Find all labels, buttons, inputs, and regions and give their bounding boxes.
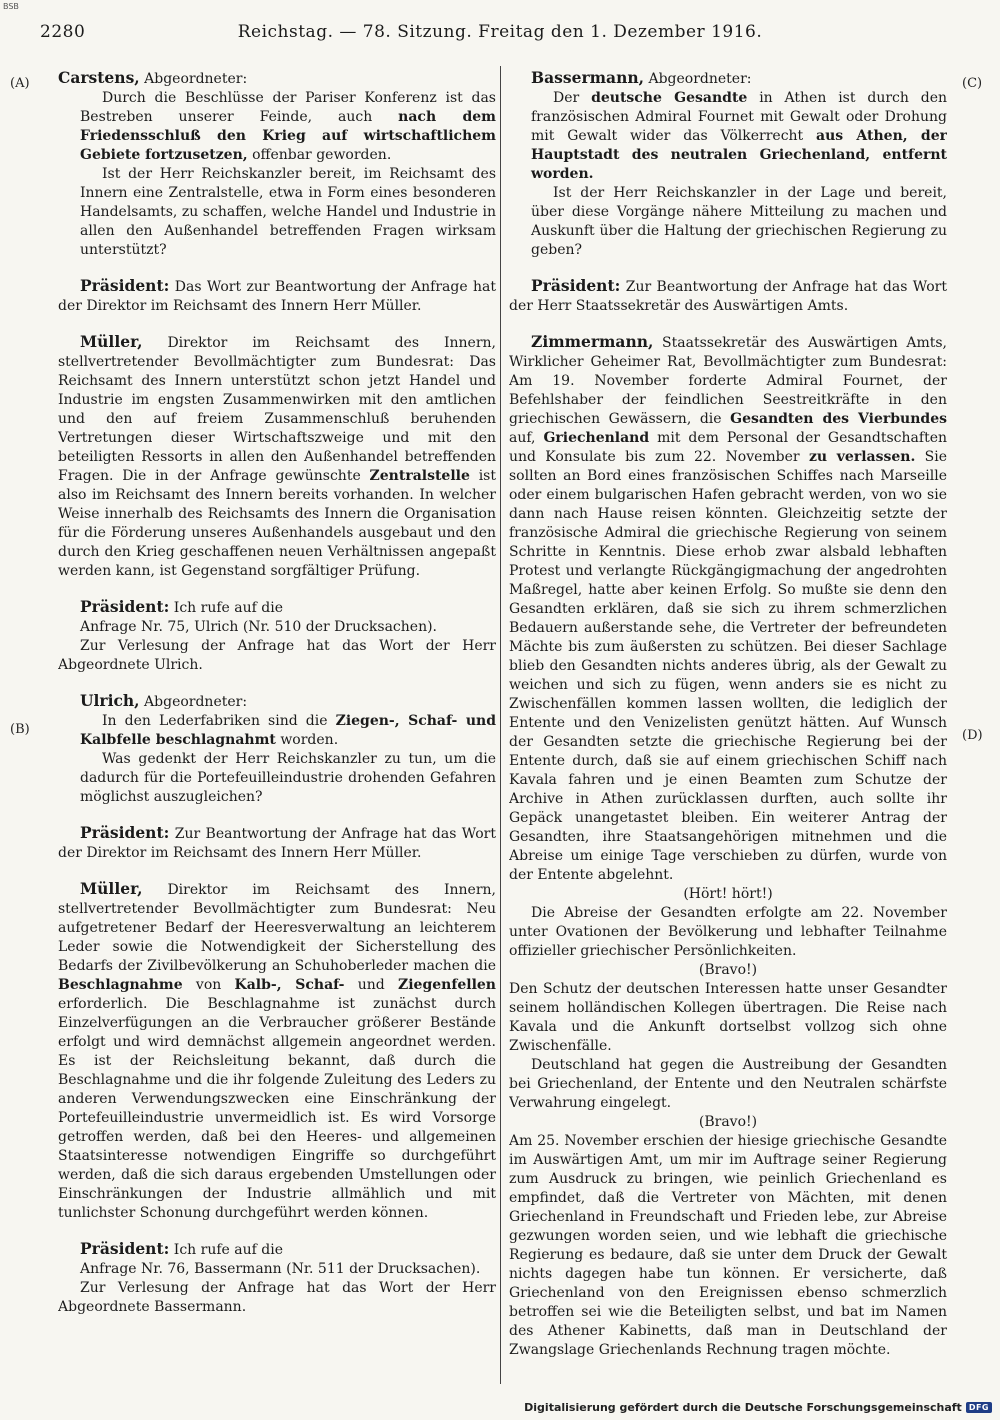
speech-mueller [58, 332, 496, 581]
margin-letter-c: (C) [962, 76, 983, 91]
emphasis: aus Athen, der Hauptstadt des neutralen Griechenland, entfernt worden. [531, 128, 947, 182]
speaker-role: Abgeordneter: [644, 71, 752, 87]
text: Ich rufe auf die [169, 1242, 283, 1258]
text: mit dem Personal der Gesandtschaften und Konsulate bis zum 22. November [509, 430, 947, 465]
speech-zimmermann [509, 332, 947, 1360]
speech-president [509, 276, 947, 316]
column-divider [500, 66, 501, 1384]
emphasis: Griechenland [543, 430, 650, 446]
text: worden. [275, 732, 339, 748]
speech-mueller [58, 879, 496, 1223]
text: erforderlich. Die Beschlagnahme ist zunächst durch Einzelverfügungen an die Verbraucher größerer Bestände erfolgt und wird demnächst allgemein angeordnet werden. Es ist der Reichsleitung bekannt, daß durch die Beschlagnahme und die ihr folgende Zuleitung des Leders zu anderen Verwendungszwecken eine Einschränkung der Portefeuilleindustrie unvermeidlich ist. Es wird Vorsorge getroffen werden, daß bei den Heeres- und allgemeinen Staatsinteresse notwendigen Eingriffe so durchgeführt werden, daß die sich daraus ergebenden Umstellungen oder Einschränkungen der Industrie allmählich und mit tunlichster Schonung durchgeführt werden können. [58, 996, 496, 1221]
interpellation-ref: Anfrage Nr. 75, Ulrich (Nr. 510 der Drucksachen). [80, 619, 438, 635]
left-column [58, 68, 496, 1383]
interjection: (Hört! hört!) [683, 886, 773, 902]
speaker-name: Müller, [80, 879, 143, 898]
interpellation-ref: Anfrage Nr. 76, Bassermann (Nr. 511 der Drucksachen). [80, 1261, 481, 1277]
text: offenbar geworden. [247, 147, 392, 163]
emphasis: Beschlagnahme [58, 977, 183, 993]
text: und [344, 977, 399, 993]
speaker-name: Präsident: [80, 1239, 170, 1258]
paragraph: Deutschland hat gegen die Austreibung der Gesandten bei Griechenland, der Entente und den Neutralen schärfste Verwahrung eingelegt. [509, 1057, 947, 1111]
emphasis: Kalb-, Schaf- [234, 977, 345, 993]
speaker-name: Präsident: [80, 276, 170, 295]
dfg-logo: DFG [966, 1402, 992, 1413]
margin-letter-d: (D) [962, 728, 983, 743]
footer-credit [524, 1398, 992, 1416]
text: Sie sollten an Bord eines französischen Schiffes nach Marseille oder einem bulgarischen Hafen gebracht werden, von wo sie dann nach Hause reisen könnten. Gleichzeitig setzte der französische Admiral die griechische Regierung von seinem Schritte in Kenntnis. Diese erhob zwar alsbald lebhaften Protest und verlangte Rückgängigmachung der angedrohten Maßregel, hatte aber keinen Erfolg. So mußte sie denn den Gesandten erklären, daß sie sich zu ihrem schmerzlichen Bedauern außerstande sehe, die Vertreter der befreundeten Mächte bis zum äußersten zu schützen. Bei dieser Sachlage blieb den Gesandten nichts anderes übrig, als der Gewalt zu weichen und sich zu fügen, wenn anders sie es nicht zu Zwischenfällen kommen lassen wollten, die lediglich der Entente und den Venizelisten genützt hätten. Auf Wunsch der Gesandten setzte die griechische Regierung bei der Entente durch, daß sie auf einem griechischen Schiff nach Kavala fahren und je einen Beamten zum Schutze der Archive in Athen zurücklassen durften, auch sollte ihr Gepäck unangetastet bleiben. Ein weiterer Antrag der Gesandten, ihre Staatsangehörigen mitnehmen und die Abreise um einige Tage verschieben zu dürfen, wurde von der Entente abgelehnt. [509, 449, 947, 883]
paragraph: Zur Verlesung der Anfrage hat das Wort der Herr Abgeordnete Bassermann. [58, 1280, 496, 1315]
margin-letter-b: (B) [10, 722, 30, 737]
text: Direktor im Reichsamt des Innern, stellvertretender Bevollmächtigter zum Bundesrat: Das Reichsamt des Innern unterstützt schon jetzt Handel und Industrie im engsten Zusammenwirken mit den amtlichen und den auf freiem Zusammenschluß beruhenden Vertretungen dieser Wirtschaftszweige und mit den beteiligten Ressorts in allen den Außenhandel betreffenden Fragen. Die in der Anfrage gewünschte [58, 335, 496, 484]
interjection: (Bravo!) [698, 1114, 758, 1130]
funding-note: Digitalisierung gefördert durch die Deutsche Forschungsgemeinschaft [524, 1400, 962, 1414]
speech-president [58, 597, 496, 675]
text: ist also im Reichsamt des Innern bereits vorhanden. In welcher Weise innerhalb des Reichsamts des Innern die Organisation für die Förderung unseres Außenhandels ausgebaut und den durch den Krieg geschaffenen neuen Verhältnissen angepaßt werden kann, ist Gegenstand sorgfältiger Prüfung. [58, 468, 496, 579]
text: in Athen ist durch den französischen Admiral Fournet mit Gewalt oder Drohung mit Gewalt wider das Völkerrecht [531, 90, 947, 144]
text: auf, [509, 430, 544, 446]
speech-ulrich [58, 691, 496, 807]
text: In den Lederfabriken sind die [102, 713, 336, 729]
emphasis: Ziegenfellen [398, 977, 496, 993]
text: Durch die Beschlüsse der Pariser Konferenz ist das Bestreben unserer Feinde, auch [80, 90, 496, 125]
paragraph: Ist der Herr Reichskanzler bereit, im Reichsamt des Innern eine Zentralstelle, etwa in Form eines besonderen Handelsamts, zu schaffen, welche Handel und Industrie in allen den Außenhandel betreffenden Fragen wirksam unterstützt? [80, 166, 496, 258]
library-mark: BSB [3, 2, 19, 11]
emphasis: Zentralstelle [369, 468, 470, 484]
text: Staatssekretär des Auswärtigen Amts, Wirklicher Geheimer Rat, Bevollmächtigter zum Bundesrat: Am 19. November forderte Admiral Fournet, der Befehlshaber der feindlichen Seestreitkräfte in den griechischen Gewässern, die [509, 335, 947, 427]
paragraph: Den Schutz der deutschen Interessen hatte unser Gesandter seinem holländischen Kollegen übertragen. Die Reise nach Kavala und die Ankunft dortselbst vollzog sich ohne Zwischenfälle. [509, 981, 947, 1054]
paragraph: Zur Verlesung der Anfrage hat das Wort der Herr Abgeordnete Ulrich. [58, 638, 496, 673]
paragraph: Was gedenkt der Herr Reichskanzler zu tun, um die dadurch für die Portefeuilleindustrie drohenden Gefahren möglichst auszugleichen? [80, 751, 496, 805]
text: Direktor im Reichsamt des Innern, stellvertretender Bevollmächtigter zum Bundesrat: Neu aufgetretener Bedarf der Heeresverwaltung an leichterem Leder sowie die Notwendigkeit der Sicherstellung des Bedarfs der Zivilbevölkerung an Schuhoberleder machen die [58, 882, 496, 974]
speech-president [58, 276, 496, 316]
emphasis: zu verlassen. [808, 449, 916, 465]
paragraph: Ist der Herr Reichskanzler in der Lage und bereit, über diese Vorgänge nähere Mitteilung zu machen und Auskunft über die Haltung der griechischen Regierung zu geben? [531, 185, 947, 258]
interjection: (Bravo!) [698, 962, 758, 978]
text: Der [553, 90, 592, 106]
speaker-name: Präsident: [80, 597, 170, 616]
speaker-name: Müller, [80, 332, 143, 351]
speaker-name: Zimmermann, [531, 332, 654, 351]
page-number: 2280 [40, 22, 86, 42]
speech-president [58, 1239, 496, 1317]
speech-president [58, 823, 496, 863]
page-header [40, 20, 960, 44]
speaker-name: Carstens, [58, 68, 140, 87]
emphasis: Gesandten des Vierbundes [730, 411, 947, 427]
paragraph: Die Abreise der Gesandten erfolgte am 22. November unter Ovationen der Bevölkerung und lebhafter Teilnahme offizieller griechischer Persönlichkeiten. [509, 905, 947, 959]
speaker-name: Präsident: [80, 823, 170, 842]
speaker-name: Bassermann, [531, 68, 645, 87]
speaker-name: Ulrich, [80, 691, 140, 710]
emphasis: nach dem Friedensschluß den Krieg auf wirtschaftlichem Gebiete fortzusetzen, [80, 109, 496, 163]
text: Ich rufe auf die [169, 600, 283, 616]
right-column [509, 68, 947, 1383]
paragraph: Am 25. November erschien der hiesige griechische Gesandte im Auswärtigen Amt, um mir im Auftrage seiner Regierung zum Ausdruck zu bringen, wie peinlich Griechenland es empfindet, daß die Vertreter von Mächten, mit denen Griechenland in Freundschaft und Frieden lebe, zur Abreise gezwungen worden seien, und wie lebhaft die griechische Regierung es bedaure, daß sie unter dem Druck der Gewalt nichts dagegen habe tun können. Er versicherte, daß Griechenland von den Ereignissen ebenso schmerzlich betroffen sei wie die Beteiligten selbst, und bat im Namen des Athener Kabinetts, daß man in Deutschland der Zwangslage Griechenlands Rechnung tragen möchte. [509, 1133, 947, 1358]
speech-bassermann [509, 68, 947, 260]
paragraph: Zur Beantwortung der Anfrage hat das Wort der Herr Staatssekretär des Auswärtigen Amts. [509, 279, 947, 314]
paragraph: Das Wort zur Beantwortung der Anfrage hat der Direktor im Reichsamt des Innern Herr Müller. [58, 279, 496, 314]
paragraph: Zur Beantwortung der Anfrage hat das Wort der Direktor im Reichsamt des Innern Herr Müller. [58, 826, 496, 861]
running-title: Reichstag. — 78. Sitzung. Freitag den 1. Dezember 1916. [237, 22, 763, 42]
margin-letter-a: (A) [10, 76, 30, 91]
speech-carstens [58, 68, 496, 260]
speaker-name: Präsident: [531, 276, 621, 295]
emphasis: Ziegen-, Schaf- und Kalbfelle beschlagnahmt [80, 713, 496, 748]
speaker-role: Abgeordneter: [139, 71, 248, 87]
emphasis: deutsche Gesandte [591, 90, 748, 106]
speaker-role: Abgeordneter: [139, 694, 248, 710]
text: von [182, 977, 235, 993]
